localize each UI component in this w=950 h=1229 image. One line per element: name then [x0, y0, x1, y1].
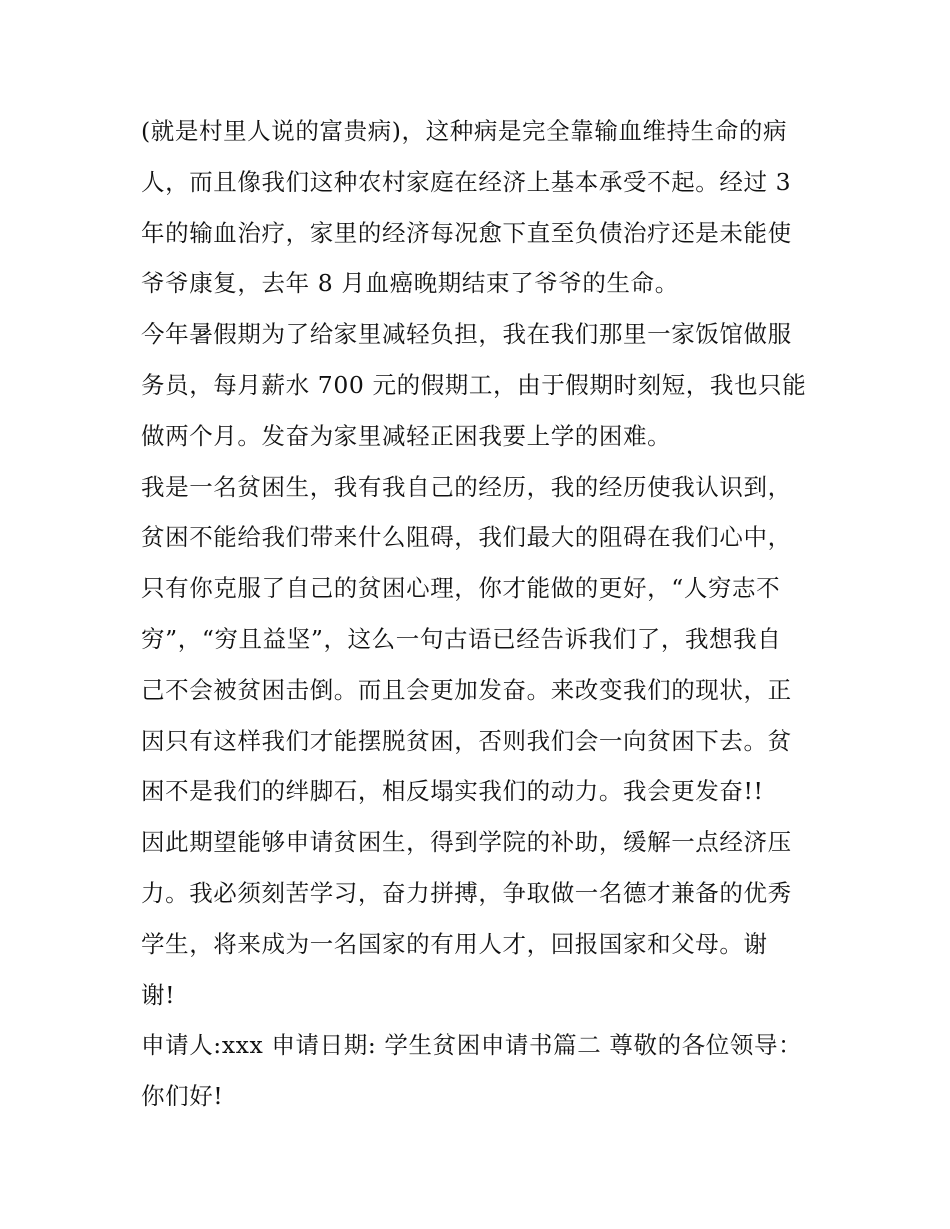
text-line: 谢!: [141, 980, 176, 1009]
text-line: 我是一名贫困生，我有我自己的经历，我的经历使我认识到，: [141, 472, 792, 501]
text-line: 贫困不能给我们带来什么阻碍，我们最大的阻碍在我们心中，: [141, 523, 792, 552]
text-line: 穷”，“穷且益坚”，这么一句古语已经告诉我们了，我想我自: [141, 624, 782, 653]
text-line: 学生，将来成为一名国家的有用人才，回报国家和父母。谢: [141, 929, 768, 958]
text-line: 力。我必须刻苦学习，奋力拼搏，争取做一名德才兼备的优秀: [141, 878, 792, 907]
text-line: (就是村里人说的富贵病)，这种病是完全靠输血维持生命的病: [141, 117, 788, 145]
text-line: 你们好!: [141, 1082, 224, 1111]
text-line: 只有你克服了自己的贫困心理，你才能做的更好，“人穷志不: [141, 574, 781, 603]
text-line: 人，而且像我们这种农村家庭在经济上基本承受不起。经过 3: [141, 167, 792, 196]
text-line: 己不会被贫困击倒。而且会更加发奋。来改变我们的现状，正: [141, 675, 792, 704]
text-line: 困不是我们的绊脚石，相反塌实我们的动力。我会更发奋!!: [141, 777, 764, 806]
text-line: 因此期望能够申请贫困生，得到学院的补助，缓解一点经济压: [141, 828, 792, 857]
text-line: 年的输血治疗，家里的经济每况愈下直至负债治疗还是未能使: [141, 218, 792, 247]
text-line: 今年暑假期为了给家里减轻负担，我在我们那里一家饭馆做服: [141, 320, 792, 349]
text-line: 做两个月。发奋为家里减轻正困我要上学的困难。: [141, 421, 672, 450]
text-line: 务员，每月薪水 700 元的假期工，由于假期时刻短，我也只能: [141, 370, 807, 399]
text-line: 爷爷康复，去年 8 月血癌晚期结束了爷爷的生命。: [141, 269, 679, 298]
document-body: [141, 106, 821, 1122]
text-line: 申请人:xxx 申请日期: 学生贫困申请书篇二 尊敬的各位领导：: [141, 1031, 803, 1060]
text-line: 因只有这样我们才能摆脱贫困，否则我们会一向贫困下去。贫: [141, 726, 792, 755]
